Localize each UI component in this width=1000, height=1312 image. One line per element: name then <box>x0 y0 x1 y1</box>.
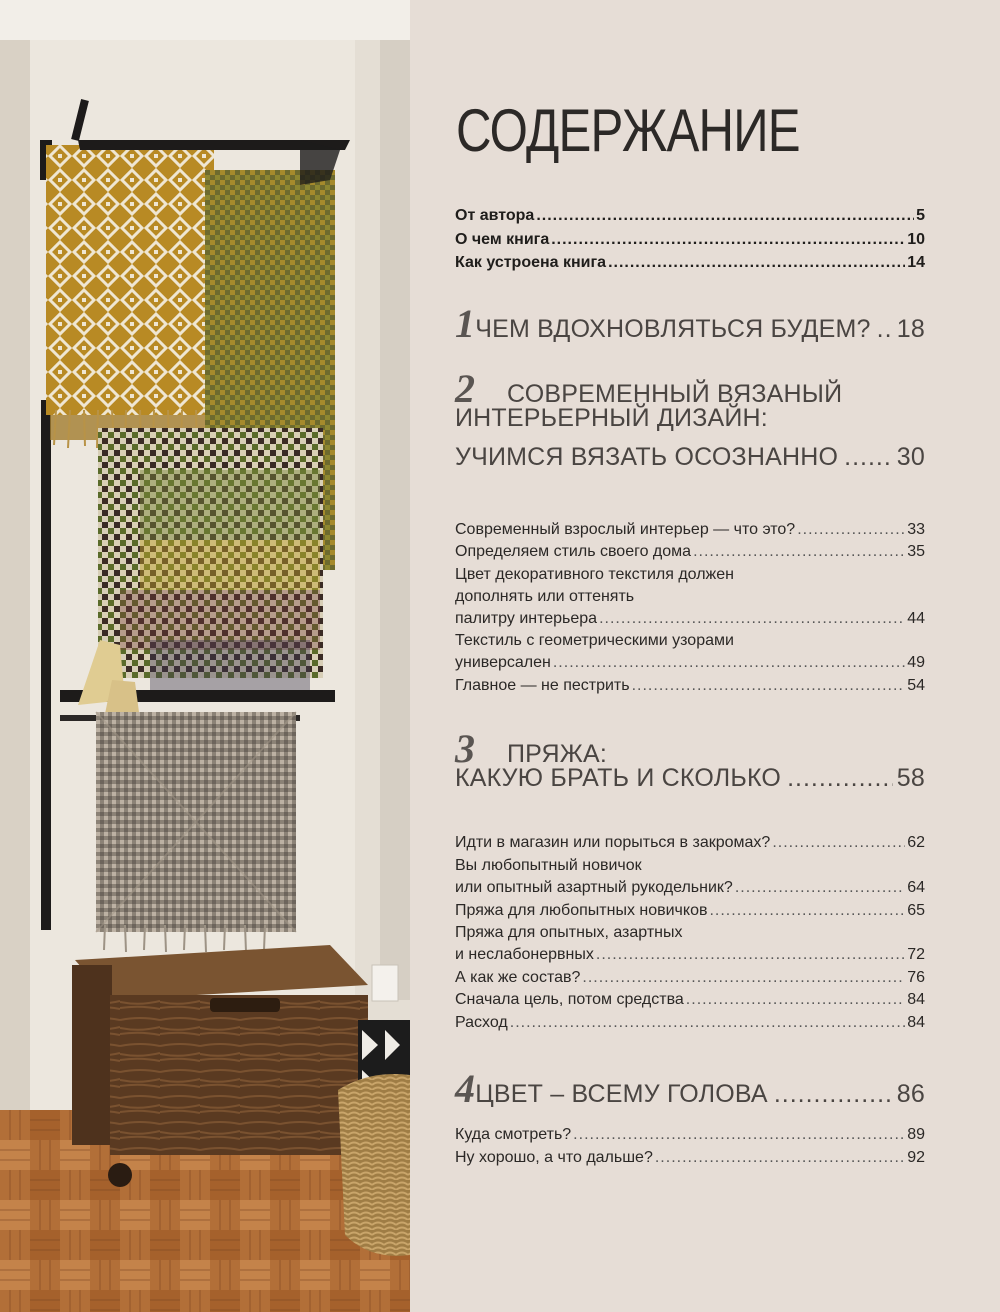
entry-page: 10 <box>907 231 925 248</box>
chapter-2-heading[interactable] <box>455 365 925 481</box>
chapter-title-line-2: КАКУЮ БРАТЬ И СКОЛЬКО <box>455 764 782 792</box>
toc-entry[interactable]: универсален ..... 49 <box>455 652 925 674</box>
chapter-title-line-1: СОВРЕМЕННЫЙ ВЯЗАНЫЙ <box>507 380 843 408</box>
toc-entry[interactable] <box>455 228 925 252</box>
toc-entry[interactable]: Сначала цель, потом средства ..... 84 <box>455 989 925 1011</box>
chapter-page: 18 <box>896 315 925 343</box>
toc-entry-line[interactable]: Текстиль с геометрическими узорами <box>455 632 734 649</box>
chapter-title-line-3: УЧИМСЯ ВЯЗАТЬ ОСОЗНАННО <box>455 443 839 471</box>
chapter-page: 58 <box>896 764 925 792</box>
toc-entry[interactable]: палитру интерьера ..... 44 <box>455 608 925 630</box>
toc-entry[interactable]: и неслабонервных ..... 72 <box>455 944 925 966</box>
chapter-number: 1 <box>455 301 476 346</box>
entry-page: 14 <box>907 254 925 271</box>
toc-entry[interactable]: Ну хорошо, а что дальше? ..... 92 <box>455 1147 925 1169</box>
toc-entry[interactable] <box>455 204 925 228</box>
toc-entry[interactable]: или опытный азартный рукодельник? ..... 64 <box>455 877 925 899</box>
toc-title: СОДЕРЖАНИЕ <box>456 97 800 164</box>
chapter-4-heading[interactable] <box>455 1065 925 1111</box>
chapter-number: 4 <box>455 1066 476 1111</box>
toc-entry[interactable]: Определяем стиль своего дома ..... 35 <box>455 541 925 563</box>
chapter-title: ЧЕМ ВДОХНОВЛЯТЬСЯ БУДЕМ? <box>475 315 871 343</box>
toc-entry[interactable]: Идти в магазин или порыться в закромах? ..... 62 <box>455 832 925 854</box>
toc-entry[interactable]: Куда смотреть? ..... 89 <box>455 1124 925 1146</box>
chapter-title: ЦВЕТ – ВСЕМУ ГОЛОВА <box>475 1080 768 1108</box>
toc-entry-line[interactable]: Цвет декоративного текстиля должен <box>455 566 734 583</box>
chapter-1-heading[interactable] <box>455 300 925 346</box>
chapter-page: 86 <box>896 1080 925 1108</box>
entry-label: Как устроена книга <box>455 254 607 271</box>
toc-entry[interactable]: Современный взрослый интерьер — что это? ..... 33 <box>455 519 925 541</box>
chapter-number: 3 <box>455 726 476 771</box>
toc-entry-line[interactable]: Пряжа для опытных, азартных <box>455 924 683 941</box>
toc-entry[interactable] <box>455 251 925 275</box>
entry-page: 5 <box>916 207 925 224</box>
toc-entry[interactable]: Главное — не пестрить ..... 54 <box>455 675 925 697</box>
chapter-title-line-1: ПРЯЖА: <box>507 740 608 768</box>
toc-entry-line[interactable]: дополнять или оттенять <box>455 588 635 605</box>
toc-entry[interactable]: Пряжа для любопытных новичков ..... 65 <box>455 900 925 922</box>
chapter-title-line-2: ИНТЕРЬЕРНЫЙ ДИЗАЙН: <box>455 404 768 432</box>
toc-entry-line[interactable]: Вы любопытный новичок <box>455 857 642 874</box>
entry-label: О чем книга <box>455 231 550 248</box>
chapter-page: 30 <box>896 443 925 471</box>
table-of-contents <box>410 0 1000 1312</box>
entry-label: От автора <box>455 207 535 224</box>
chapter-3-heading[interactable] <box>455 725 925 802</box>
toc-entry[interactable]: Расход ..... 84 <box>455 1012 925 1034</box>
toc-entry[interactable]: А как же состав? ..... 76 <box>455 967 925 989</box>
interior-photo <box>0 0 410 1312</box>
chapter-number: 2 <box>455 366 476 411</box>
